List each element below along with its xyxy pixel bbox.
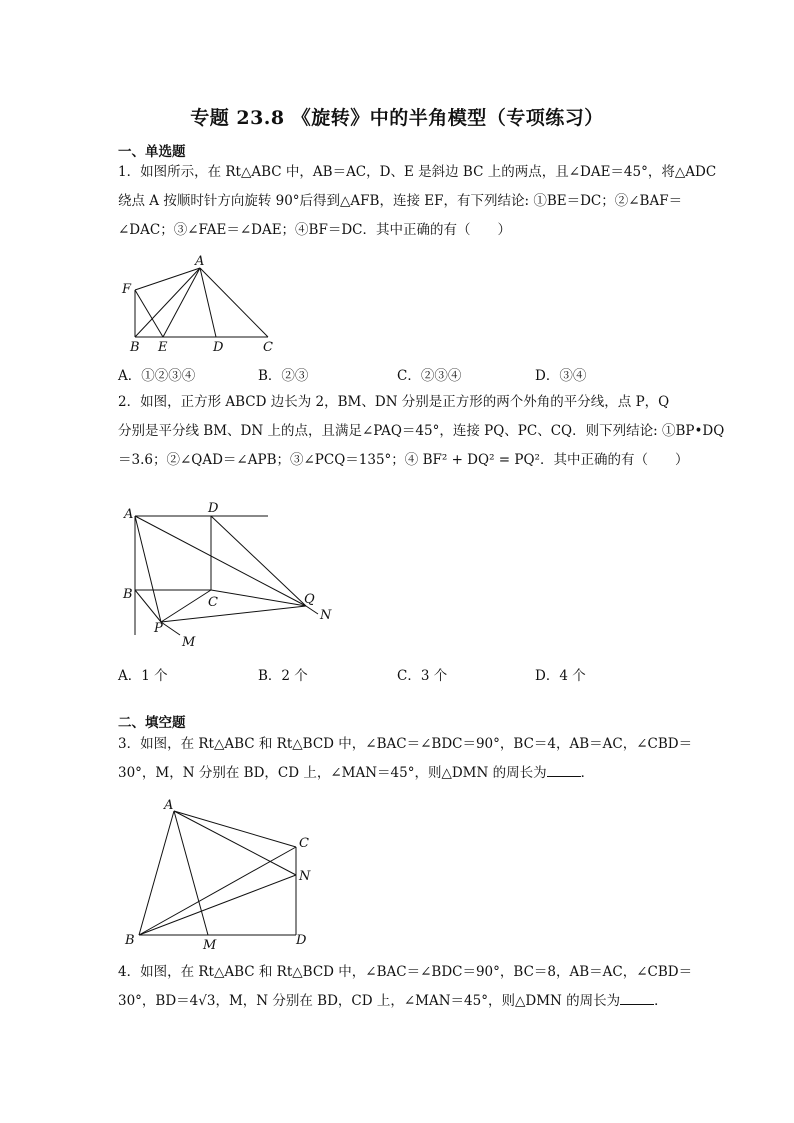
q2-option-c[interactable]: C．3 个 [397, 668, 448, 684]
question-2-figure [118, 500, 348, 650]
fig3-label-b: B [125, 933, 135, 948]
q2-option-b[interactable]: B．2 个 [258, 668, 308, 684]
fig2-label-m: M [182, 635, 196, 650]
question-2-line-1: 2．如图，正方形 ABCD 边长为 2，BM、DN 分别是正方形的两个外角的平分线，点 P，Q [118, 394, 670, 410]
question-1-figure [118, 255, 288, 355]
question-1-line-1: 1．如图所示，在 Rt△ABC 中，AB＝AC，D、E 是斜边 BC 上的两点，且∠DAE＝45°，将△ADC [118, 164, 717, 180]
fig1-label-a: A [195, 254, 205, 269]
question-3-line-1: 3．如图，在 Rt△ABC 和 Rt△BCD 中，∠BAC＝∠BDC＝90°，BC＝4，AB＝AC，∠CBD＝ [118, 736, 693, 752]
q2-option-d[interactable]: D．4 个 [535, 668, 586, 684]
fig2-label-c: C [208, 595, 218, 610]
fig2-label-n: N [320, 608, 332, 623]
question-3-figure [118, 795, 328, 955]
question-2-line-3: ＝3.6；②∠QAD＝∠APB；③∠PCQ＝135°；④ BF² + DQ² = PQ²．其中正确的有（ ） [118, 452, 689, 468]
question-3-answer-blank[interactable] [547, 762, 581, 777]
fig3-label-c: C [299, 836, 309, 851]
question-3-line-2 [118, 759, 678, 788]
question-2-line-2: 分别是平分线 BM、DN 上的点，且满足∠PAQ＝45°，连接 PQ、PC、CQ．则下列结论: ①BP•DQ [118, 423, 725, 439]
fig2-label-p: P [154, 621, 163, 636]
question-4-line-1: 4．如图，在 Rt△ABC 和 Rt△BCD 中，∠BAC＝∠BDC＝90°，BC＝8，AB＝AC，∠CBD＝ [118, 964, 693, 980]
question-4-line-2 [118, 987, 678, 1016]
question-4-text [118, 958, 693, 1016]
fig3-label-n: N [299, 869, 311, 884]
fig2-label-a: A [124, 507, 134, 522]
q1-option-c[interactable]: C．②③④ [397, 368, 462, 384]
q1-option-d[interactable]: D．③④ [535, 368, 587, 384]
question-4-answer-blank[interactable] [620, 990, 654, 1005]
question-3-line-2-text: 30°，M，N 分别在 BD，CD 上，∠MAN＝45°，则△DMN 的周长为 [118, 765, 547, 781]
fig1-label-d: D [213, 340, 224, 355]
q1-option-b[interactable]: B．②③ [258, 368, 309, 384]
section-heading-single-choice: 一、单选题 [118, 144, 186, 160]
question-1-line-2: 绕点 A 按顺时针方向旋转 90°后得到△AFB，连接 EF，有下列结论: ①BE＝DC；②∠BAF＝ [118, 193, 683, 209]
question-1-options [118, 364, 678, 384]
section-heading-fill-in: 二、填空题 [118, 715, 186, 731]
page-title: 专题 23.8 《旋转》中的半角模型（专项练习） [190, 107, 604, 129]
fig2-label-d: D [208, 501, 219, 516]
q2-option-a[interactable]: A．1 个 [118, 668, 168, 684]
question-4-line-2-end: ． [654, 993, 668, 1009]
fig3-label-a: A [164, 798, 174, 813]
question-2-options [118, 664, 678, 684]
fig1-label-c: C [263, 340, 273, 355]
fig1-label-b: B [130, 340, 140, 355]
fig1-label-e: E [158, 340, 168, 355]
question-3-text [118, 730, 693, 788]
fig2-label-q: Q [304, 592, 315, 607]
question-1-line-3: ∠DAC；③∠FAE＝∠DAE；④BF＝DC．其中正确的有（ ） [118, 222, 512, 238]
fig3-label-m: M [203, 938, 217, 953]
question-3-line-2-end: ． [580, 765, 595, 781]
fig1-label-f: F [122, 282, 132, 297]
question-1-text [118, 158, 717, 245]
q1-option-a[interactable]: A．①②③④ [118, 368, 196, 384]
fig2-label-b: B [123, 587, 133, 602]
question-2-text [118, 388, 725, 475]
question-4-line-2-text: 30°，BD＝4√3，M，N 分别在 BD，CD 上，∠MAN＝45°，则△DMN 的周长为 [118, 993, 621, 1009]
fig3-label-d: D [296, 933, 307, 948]
